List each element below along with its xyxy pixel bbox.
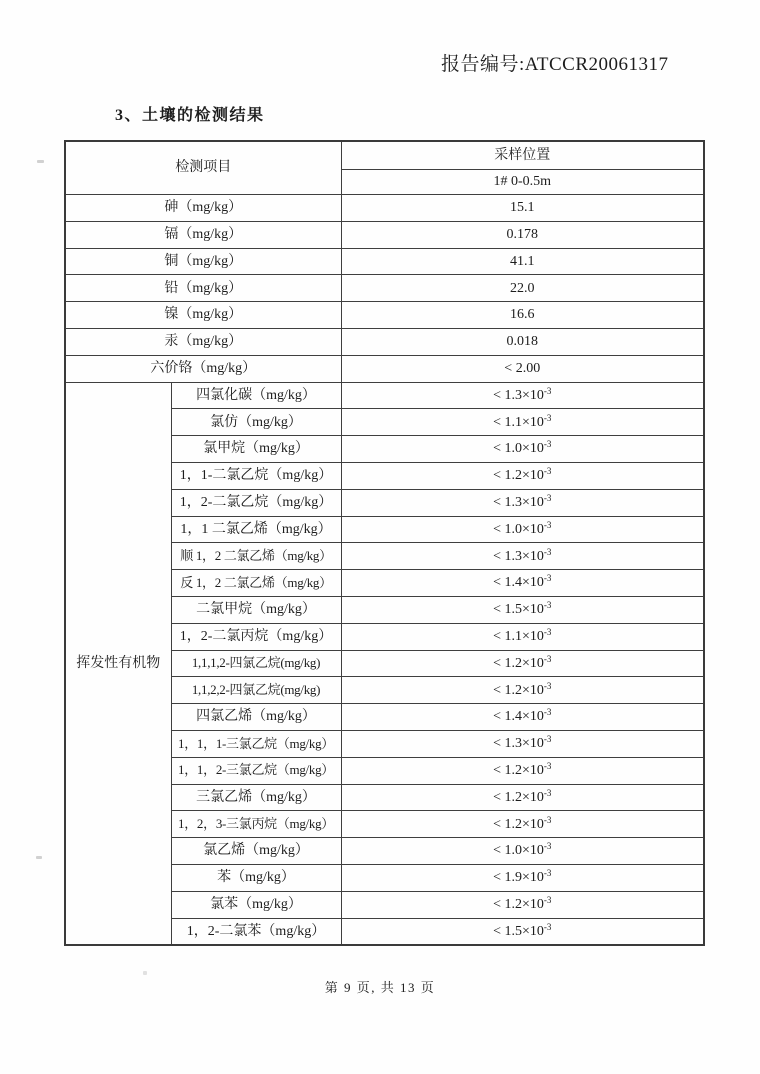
item-cell: 六价铬（mg/kg） <box>65 355 341 382</box>
voc-row <box>65 382 704 409</box>
item-cell: 顺 1，2 二氯乙烯（mg/kg） <box>171 543 341 570</box>
item-cell: 氯苯（mg/kg） <box>171 891 341 918</box>
value-cell: < $1.9\times 10^{-3}$ <box>341 864 704 891</box>
soil-results-table <box>64 140 705 946</box>
value-cell: < 2.00 <box>341 355 704 382</box>
item-cell: 1，2-二氯丙烷（mg/kg） <box>171 623 341 650</box>
value-cell: < $1.2\times 10^{-3}$ <box>341 784 704 811</box>
item-cell: 1，2，3-三氯丙烷（mg/kg） <box>171 811 341 838</box>
item-cell: 1，1，2-三氯乙烷（mg/kg） <box>171 757 341 784</box>
section-title: 3、土壤的检测结果 <box>115 107 265 124</box>
metal-row <box>65 328 704 355</box>
value-cell: < $1.3\times 10^{-3}$ <box>341 730 704 757</box>
item-cell: 氯乙烯（mg/kg） <box>171 838 341 865</box>
item-cell: 镍（mg/kg） <box>65 302 341 329</box>
item-cell: 汞（mg/kg） <box>65 328 341 355</box>
value-cell: < $1.2\times 10^{-3}$ <box>341 891 704 918</box>
value-cell: < $1.2\times 10^{-3}$ <box>341 462 704 489</box>
scan-artifact <box>37 160 44 163</box>
item-cell: 1，2-二氯苯（mg/kg） <box>171 918 341 945</box>
value-cell: < $1.5\times 10^{-3}$ <box>341 918 704 945</box>
value-cell: < $1.1\times 10^{-3}$ <box>341 623 704 650</box>
value-cell: 22.0 <box>341 275 704 302</box>
value-cell: < $1.2\times 10^{-3}$ <box>341 757 704 784</box>
item-cell: 氯甲烷（mg/kg） <box>171 436 341 463</box>
table-body <box>65 141 704 945</box>
value-cell: 15.1 <box>341 195 704 222</box>
item-cell: 1，2-二氯乙烷（mg/kg） <box>171 489 341 516</box>
item-cell: 三氯乙烯（mg/kg） <box>171 784 341 811</box>
value-cell: 16.6 <box>341 302 704 329</box>
value-cell: < $1.4\times 10^{-3}$ <box>341 570 704 597</box>
item-cell: 四氯乙烯（mg/kg） <box>171 704 341 731</box>
scan-artifact <box>143 971 147 975</box>
value-cell: < $1.3\times 10^{-3}$ <box>341 543 704 570</box>
value-cell: < $1.3\times 10^{-3}$ <box>341 382 704 409</box>
value-cell: 0.018 <box>341 328 704 355</box>
metal-row <box>65 195 704 222</box>
item-cell: 苯（mg/kg） <box>171 864 341 891</box>
value-cell: < $1.2\times 10^{-3}$ <box>341 677 704 704</box>
value-cell: < $1.1\times 10^{-3}$ <box>341 409 704 436</box>
item-cell: 1，1-二氯乙烷（mg/kg） <box>171 462 341 489</box>
scan-artifact <box>36 856 42 859</box>
item-cell: 二氯甲烷（mg/kg） <box>171 596 341 623</box>
value-cell: 0.178 <box>341 221 704 248</box>
item-cell: 铅（mg/kg） <box>65 275 341 302</box>
value-cell: 41.1 <box>341 248 704 275</box>
item-cell: 氯仿（mg/kg） <box>171 409 341 436</box>
value-cell: < $1.0\times 10^{-3}$ <box>341 516 704 543</box>
metal-row <box>65 275 704 302</box>
item-cell: 砷（mg/kg） <box>65 195 341 222</box>
item-cell: 四氯化碳（mg/kg） <box>171 382 341 409</box>
metal-row <box>65 248 704 275</box>
item-cell: 1,1,1,2-四氯乙烷(mg/kg) <box>171 650 341 677</box>
item-cell: 1,1,2,2-四氯乙烷(mg/kg) <box>171 677 341 704</box>
header-location-col: 采样位置 <box>341 141 704 170</box>
page-footer: 第 9 页, 共 13 页 <box>324 980 436 995</box>
report-number: 报告编号:ATCCR20061317 <box>441 54 669 75</box>
header-location-sub: 1# 0-0.5m <box>341 170 704 195</box>
value-cell: < $1.5\times 10^{-3}$ <box>341 596 704 623</box>
item-cell: 1，1，1-三氯乙烷（mg/kg） <box>171 730 341 757</box>
metal-row <box>65 221 704 248</box>
item-cell: 镉（mg/kg） <box>65 221 341 248</box>
item-cell: 铜（mg/kg） <box>65 248 341 275</box>
item-cell: 反 1，2 二氯乙烯（mg/kg） <box>171 570 341 597</box>
value-cell: < $1.2\times 10^{-3}$ <box>341 811 704 838</box>
item-cell: 1，1 二氯乙烯（mg/kg） <box>171 516 341 543</box>
value-cell: < $1.4\times 10^{-3}$ <box>341 704 704 731</box>
value-cell: < $1.0\times 10^{-3}$ <box>341 436 704 463</box>
header-item-col: 检测项目 <box>65 141 341 195</box>
value-cell: < $1.0\times 10^{-3}$ <box>341 838 704 865</box>
metal-row <box>65 355 704 382</box>
header-row-1 <box>65 141 704 170</box>
voc-group-cell: 挥发性有机物 <box>65 382 171 945</box>
value-cell: < $1.2\times 10^{-3}$ <box>341 650 704 677</box>
metal-row <box>65 302 704 329</box>
value-cell: < $1.3\times 10^{-3}$ <box>341 489 704 516</box>
